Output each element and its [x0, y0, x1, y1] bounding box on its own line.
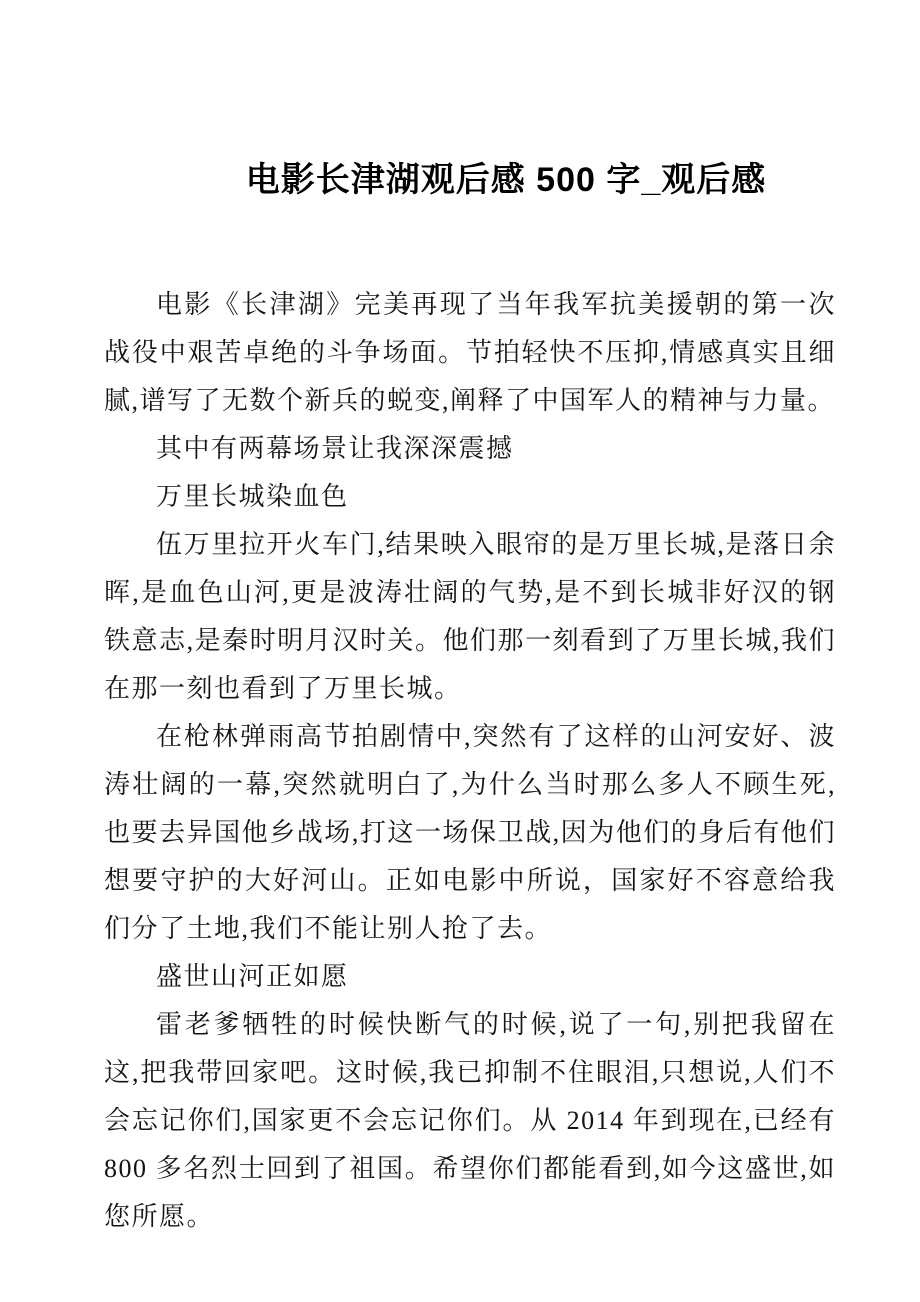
section-heading-great-wall: 万里长城染血色: [156, 481, 349, 511]
body-paragraph-lei-laodie: 雷老爹牺牲的时候快断气的时候,说了一句,别把我留在这,把我带回家吧。这时候,我已抑制不住眼泪,只想说,人们不会忘记你们,国家更不会忘记你们。从 2014 年到现在,已经有 800 多名烈士回到了祖国。希望你们都能看到,如今这盛世,如您所愿。: [104, 1009, 836, 1231]
body-paragraph-intro: 电影《长津湖》完美再现了当年我军抗美援朝的第一次战役中艰苦卓绝的斗争场面。节拍轻快不压抑,情感真实且细腻,谱写了无数个新兵的蜕变,阐释了中国军人的精神与力量。: [104, 289, 836, 415]
document-body: [104, 281, 836, 1241]
section-heading-two-scenes: 其中有两幕场景让我深深震撼: [156, 433, 514, 463]
document-title: 电影长津湖观后感 500 字_观后感: [245, 161, 767, 199]
section-heading-prosperous-land: 盛世山河正如愿: [156, 961, 349, 991]
body-paragraph-defend-homeland: 在枪林弹雨高节拍剧情中,突然有了这样的山河安好、波涛壮阔的一幕,突然就明白了,为什么当时那么多人不顾生死,也要去异国他乡战场,打这一场保卫战,因为他们的身后有他们想要守护的大好河山。正如电影中所说，国家好不容意给我们分了土地,我们不能让别人抢了去。: [104, 721, 836, 943]
body-paragraph-great-wall: 伍万里拉开火车门,结果映入眼帘的是万里长城,是落日余晖,是血色山河,更是波涛壮阔的气势,是不到长城非好汉的钢铁意志,是秦时明月汉时关。他们那一刻看到了万里长城,我们在那一刻也看到了万里长城。: [104, 529, 836, 703]
